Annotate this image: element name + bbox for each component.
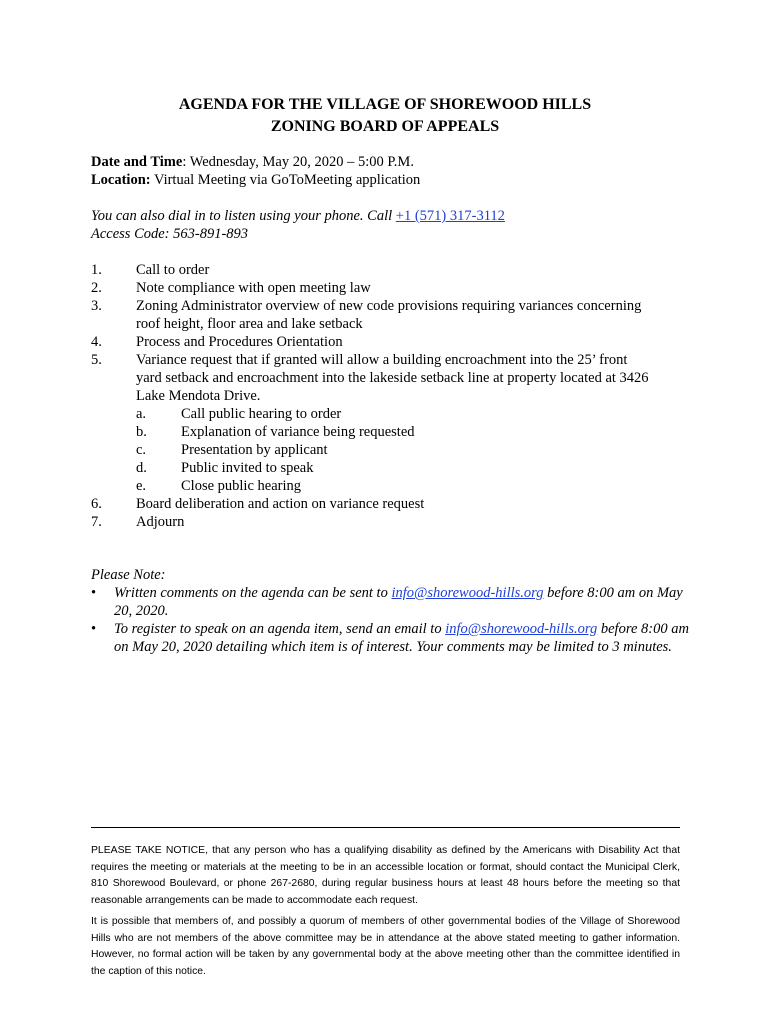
agenda-item-text: yard setback and encroachment into the lakeside setback line at property located at 3426 bbox=[136, 370, 649, 386]
agenda-item-number: 3. bbox=[91, 298, 102, 314]
agenda-item-number: 6. bbox=[91, 496, 102, 512]
note-bullet-1-text: Written comments on the agenda can be sent to bbox=[114, 585, 392, 601]
email-link[interactable]: info@shorewood-hills.org bbox=[391, 585, 544, 601]
email-link[interactable]: info@shorewood-hills.org bbox=[445, 621, 598, 637]
note-bullet-2-text: To register to speak on an agenda item, send an email to bbox=[114, 621, 446, 637]
bullet-icon: • bbox=[91, 585, 97, 601]
note-bullet-2-text-end: before 8:00 am on May 20, 2020 detailing which item is of interest. Your comments may be limited to 3 minutes. bbox=[114, 621, 689, 655]
agenda-item-number: 2. bbox=[91, 280, 102, 296]
agenda-item-number: 5. bbox=[91, 352, 102, 368]
note-bullet-2 bbox=[114, 620, 694, 656]
agenda-item-text: Call to order bbox=[136, 262, 210, 278]
note-bullet-1-text-end: before 8:00 am on May 20, 2020. bbox=[114, 585, 683, 619]
subitem-letter: d. bbox=[136, 460, 147, 476]
note-heading: Please Note: bbox=[91, 567, 166, 583]
note-bullet-1 bbox=[114, 584, 694, 620]
agenda-item-number: 7. bbox=[91, 514, 102, 530]
subitem-text: Public invited to speak bbox=[181, 460, 314, 476]
access-code: Access Code: 563-891-893 bbox=[91, 226, 249, 242]
subitem-text: Explanation of variance being requested bbox=[181, 424, 415, 440]
agenda-item-text: Board deliberation and action on variance request bbox=[136, 496, 425, 512]
subitem-text: Call public hearing to order bbox=[181, 406, 342, 422]
quorum-notice: It is possible that members of, and possibly a quorum of members of other governmental bodies of the Village of Shorewood Hills who are not members of the above committee may be in attendance at the above stated meeting to gather information. However, no formal action will be taken by any governmental body at the above meeting other than the committee identified in the caption of this notice. bbox=[91, 916, 680, 977]
date-time-value: : Wednesday, May 20, 2020 – 5:00 P.M. bbox=[182, 154, 414, 170]
title-line-1: AGENDA FOR THE VILLAGE OF SHOREWOOD HILLS bbox=[178, 96, 592, 113]
agenda-item-text: Adjourn bbox=[136, 514, 185, 530]
agenda-item-text: Note compliance with open meeting law bbox=[136, 280, 371, 296]
agenda-item-text: Lake Mendota Drive. bbox=[136, 388, 261, 404]
subitem-text: Close public hearing bbox=[181, 478, 302, 494]
agenda-item-text: Variance request that if granted will allow a building encroachment into the 25’ front bbox=[136, 352, 628, 368]
location-line bbox=[91, 171, 420, 189]
bullet-icon: • bbox=[91, 621, 97, 637]
subitem-letter: e. bbox=[136, 478, 147, 494]
subitem-letter: c. bbox=[136, 442, 147, 458]
agenda-item-number: 1. bbox=[91, 262, 102, 278]
subitem-letter: b. bbox=[136, 424, 147, 440]
date-time-line bbox=[91, 153, 414, 171]
location-label: Location: bbox=[91, 172, 151, 188]
dial-in-line bbox=[91, 207, 505, 225]
agenda-item-text: roof height, floor area and lake setback bbox=[136, 316, 363, 332]
agenda-item-text: Zoning Administrator overview of new code provisions requiring variances concerning bbox=[136, 298, 642, 314]
title-line-2: ZONING BOARD OF APPEALS bbox=[270, 118, 500, 135]
dial-in-text: You can also dial in to listen using your phone. Call bbox=[91, 208, 396, 224]
location-value: Virtual Meeting via GoToMeeting application bbox=[150, 172, 421, 188]
subitem-text: Presentation by applicant bbox=[181, 442, 328, 458]
subitem-letter: a. bbox=[136, 406, 147, 422]
agenda-item-number: 4. bbox=[91, 334, 102, 350]
phone-link[interactable]: +1 (571) 317-3112 bbox=[395, 208, 505, 224]
agenda-item-text: Process and Procedures Orientation bbox=[136, 334, 343, 350]
footer-divider bbox=[91, 827, 680, 828]
disability-notice: PLEASE TAKE NOTICE, that any person who has a qualifying disability as defined by the Americans with Disability Act that requires the meeting or materials at the meeting to be in an accessible location or format, should contact the Municipal Clerk, 810 Shorewood Boulevard, or phone 267-2680, during regular business hours at least 48 hours before the meeting so that reasonable arrangements can be made to accommodate each request. bbox=[91, 845, 680, 906]
date-time-label: Date and Time bbox=[91, 154, 183, 170]
